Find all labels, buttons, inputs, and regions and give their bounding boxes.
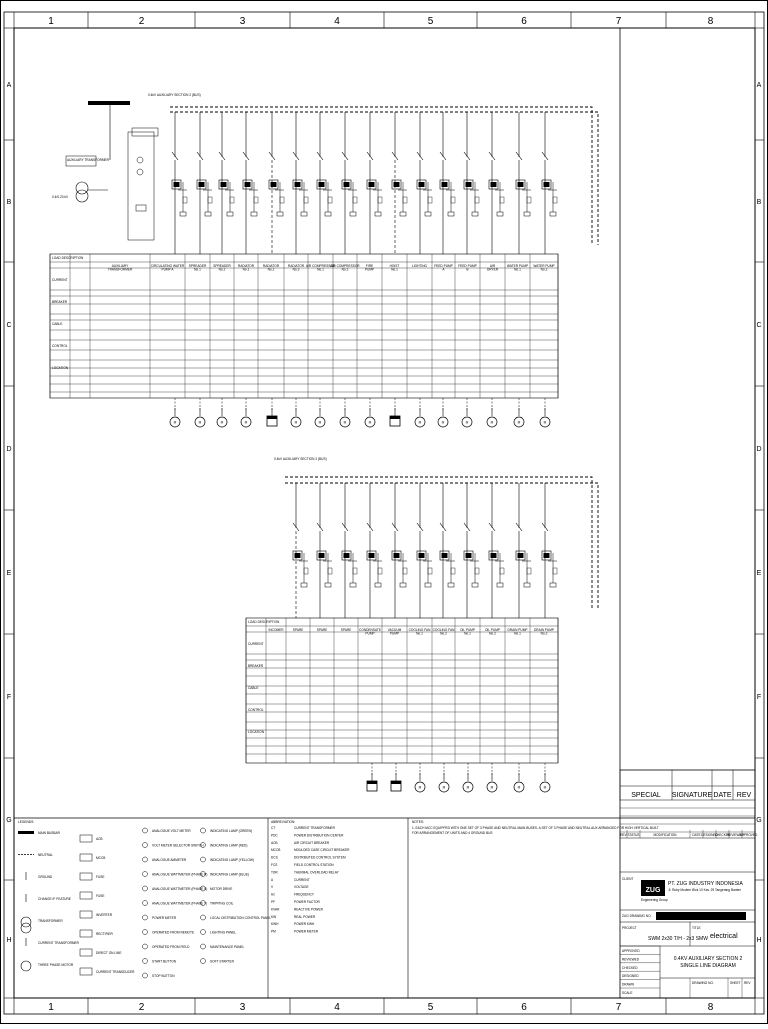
abbreviation-meaning: CURRENT TRANSFORMER: [294, 826, 335, 830]
abbreviation-code: A: [271, 877, 274, 882]
abbreviation-code: CT: [271, 826, 276, 830]
feeder-circuit: [269, 112, 284, 254]
signoff-label: CHECKED: [622, 965, 638, 970]
svg-text:M: M: [294, 420, 298, 425]
legend-label: INDICATING LAMP (RED): [210, 843, 248, 848]
drawing-title-line2: SINGLE LINE DIAGRAM: [680, 963, 736, 969]
legend-label: START BUTTON: [152, 959, 177, 964]
svg-text:M: M: [490, 420, 494, 425]
grid-column-label: 6: [521, 1002, 527, 1013]
lamp-icon: [201, 930, 206, 935]
svg-text:M: M: [441, 420, 445, 425]
abbreviation-title: ABBREVIATION:: [271, 820, 296, 824]
grid-row-label: C: [756, 322, 762, 329]
lamp-icon: [201, 959, 206, 964]
drawing-label: DRAWING NO.: [692, 981, 714, 985]
project-name: SWM 2x30 T/H - 2x3 SMW: [648, 936, 708, 942]
grid-column-label: 3: [239, 1002, 246, 1013]
grid-row-label: G: [756, 817, 762, 824]
grid-row-label: F: [756, 694, 762, 701]
feeder-circuit: [293, 112, 308, 254]
revision-subheader: CHECKED: [714, 833, 731, 837]
load-symbol: [463, 773, 473, 792]
scale-label: SCALE: [622, 991, 633, 995]
feeder-circuit: [172, 112, 187, 254]
meter-icon: [143, 944, 148, 949]
meter-icon: [143, 901, 148, 906]
load-symbol: [367, 773, 377, 791]
feeder-title: OIL PUMP No.2: [484, 628, 501, 636]
abbreviation-code: KVAR: [271, 907, 280, 912]
grid-row-label: C: [6, 322, 12, 329]
grid-column-label: 2: [138, 1002, 145, 1013]
feeder-circuit: [293, 483, 308, 618]
abbreviation-code: ACB: [271, 840, 278, 845]
signoff-label: REVIEWED: [622, 957, 640, 962]
feeder-title: COOLING FAN No.1: [408, 628, 431, 636]
feeder-circuit: [440, 112, 455, 254]
legend-label: CURRENT TRANSDUCER: [96, 970, 135, 974]
grid-column-label: 4: [334, 16, 340, 27]
table-row-label: CURRENT: [52, 278, 68, 282]
svg-text:M: M: [517, 420, 521, 425]
feeder-title: SPARE: [340, 628, 352, 632]
legend-label: INDICATING LAMP (YELLOW): [210, 858, 254, 862]
feeder-title: FEED PUMP A: [434, 264, 453, 272]
load-symbol: [540, 773, 550, 792]
grid-row-label: A: [756, 82, 762, 89]
feeder-title: SPREADER No.1: [188, 264, 207, 272]
legend-label: ACB: [96, 837, 103, 841]
svg-text:M: M: [368, 420, 372, 425]
meter-icon: [143, 973, 148, 978]
feeder-circuit: [219, 112, 234, 254]
motor-icon: [21, 961, 31, 971]
feeder-circuit: [243, 112, 258, 254]
svg-text:M: M: [220, 420, 224, 425]
feeder-title: CONDENSATE PUMP: [359, 628, 381, 636]
legend-label: TRANSFORMER: [38, 919, 63, 923]
feeder-circuit: [464, 112, 479, 254]
feeder-circuit: [417, 483, 432, 618]
company-logo-subtitle: Engineering Group: [641, 898, 668, 902]
notes-title: NOTES:: [412, 820, 424, 824]
abbreviation-meaning: DISTRIBUTED CONTROL SYSTEM: [294, 855, 346, 860]
grid-column-label: 8: [707, 16, 714, 27]
title-block: [620, 872, 755, 998]
grid-column-label: 6: [521, 16, 527, 27]
revision-subheader: DATE: [692, 833, 701, 837]
svg-text:M: M: [173, 420, 177, 425]
project-label: PROJECT: [622, 926, 637, 930]
load-symbol: [514, 773, 524, 792]
grid-column-label: 4: [334, 1002, 340, 1013]
meter-icon: [143, 915, 148, 920]
busbar-icon: [18, 831, 34, 834]
grid-column-label: 7: [615, 16, 622, 27]
feeder-title: RADIATOR No.3: [287, 264, 305, 272]
abbreviation-meaning: CURRENT: [294, 877, 310, 882]
revision-subheader: STATUS: [627, 833, 640, 837]
feeder-circuit: [392, 112, 407, 254]
load-symbol: [487, 773, 497, 792]
grid-column-labels-bottom: [14, 998, 755, 1014]
svg-text:M: M: [318, 420, 322, 425]
grid-row-label: E: [6, 570, 12, 577]
feeder-title: SPREADER No.2: [213, 264, 231, 272]
revision-header: REV: [736, 792, 752, 799]
svg-text:M: M: [490, 785, 494, 790]
grid-row-label: B: [6, 199, 12, 206]
legend-label: INDICATING LAMP (GREEN): [210, 829, 253, 833]
legend-label: ANALOGUE WATTMETER (PHASE T): [152, 901, 208, 906]
meter-icon: [143, 886, 148, 891]
revision-header: SPECIAL: [631, 792, 661, 799]
abbreviation-meaning: POWER KWH: [294, 922, 315, 927]
abbreviation-code: KW: [271, 914, 277, 919]
feeder-circuit: [464, 483, 479, 618]
grid-row-label: D: [6, 446, 12, 453]
load-symbol: [291, 408, 301, 427]
legend-label: ANALOGUE VOLT METER: [152, 829, 191, 833]
company-address: Jl. Ruby Modern Blok 10 Kav. 29 Tangerang Banten: [668, 888, 742, 892]
table-row-label: CABLE: [248, 686, 259, 690]
load-symbol: [195, 408, 205, 427]
symbol-icon: [80, 911, 92, 918]
legend-label: LOCAL DISTRIBUTION CONTROL PANEL: [210, 916, 272, 920]
busbar-note: 0.4kV AUXILIARY SECTION 2 (BUS): [148, 93, 201, 97]
grid-row-label: B: [756, 199, 762, 206]
meter-icon: [143, 828, 148, 833]
grid-column-label: 2: [138, 16, 145, 27]
meter-icon: [143, 857, 148, 862]
feeder-title: AUXILIARY TRANSFORMER: [107, 264, 133, 272]
symbol-icon: [80, 854, 92, 861]
legend-label: OPERATED FROM FIELD: [152, 945, 190, 949]
feeder-title: SPARE: [316, 628, 328, 632]
feeder-circuit: [197, 112, 212, 254]
revision-subheader: MODIFICATION: [653, 833, 677, 837]
table-row-label: CURRENT: [248, 642, 264, 646]
abbreviation-meaning: MOULDED CASE CIRCUIT BREAKER: [294, 848, 350, 853]
load-symbol: [315, 408, 325, 427]
main-busbar: [88, 101, 130, 105]
feeder-title: AIR COMPRESSOR No.2: [330, 264, 360, 272]
feeder-title: DRAIN PUMP No.1: [507, 628, 528, 636]
table-row-label: LOAD DESCRIPTION: [248, 620, 280, 624]
grid-row-label: D: [756, 446, 762, 453]
grid-column-label: 8: [707, 1002, 714, 1013]
lower-busbar-note: 0.4kV AUXILIARY SECTION 2 (BUS): [274, 457, 327, 461]
meter-icon: [143, 930, 148, 935]
abbreviation-meaning: POWER DISTRIBUTION CENTER: [294, 833, 344, 838]
grid-row-label: F: [6, 694, 12, 701]
drawing-number-box: [656, 912, 746, 920]
table-row-label: BREAKER: [52, 300, 68, 304]
legend-label: LIGHTING PANEL: [210, 930, 237, 935]
company-name: PT. ZUG INDUSTRY INDONESIA: [668, 881, 743, 887]
load-symbol: [391, 773, 401, 791]
legend-label: VOLT METER SELECTOR SWITCH: [152, 843, 204, 848]
abbreviation-code: Hz: [271, 892, 275, 897]
transformer-icon: [21, 917, 31, 927]
feeder-title: AIR DRYER: [486, 264, 499, 272]
svg-text:M: M: [343, 420, 347, 425]
feeder-circuit: [317, 483, 332, 618]
legend-label: DIRECT ON LINE: [96, 951, 122, 955]
grid-row-label: G: [6, 817, 12, 824]
abbreviation-meaning: THERMAL OVERLOAD RELAY: [294, 870, 339, 875]
legend-label: FUSE: [96, 875, 105, 879]
feeder-title: WATER PUMP No.2: [533, 264, 555, 272]
symbol-icon: [80, 968, 92, 975]
load-symbol: [415, 408, 425, 427]
load-symbol: [390, 408, 400, 426]
title-label: TITLE: [692, 926, 701, 930]
grid-row-labels-right: [755, 28, 764, 998]
svg-text:M: M: [418, 785, 422, 790]
abbreviation-code: MCCB: [271, 848, 281, 853]
abbreviation-code: PF: [271, 900, 276, 904]
revision-header: SIGNATURE: [671, 792, 713, 799]
feeder-title: DRAIN PUMP No.2: [533, 628, 555, 636]
feeder-circuit: [342, 112, 357, 254]
legend-label: GROUND: [38, 875, 53, 879]
legend-label: INDICATING LAMP (BLUE): [210, 872, 250, 877]
lamp-icon: [201, 915, 206, 920]
lamp-icon: [201, 857, 206, 862]
feeder-circuit: [489, 483, 504, 618]
abbreviation-code: KWH: [271, 922, 279, 927]
legend-label: INVERTER: [96, 913, 113, 917]
feeder-title: FIRE PUMP: [364, 264, 375, 272]
symbol-icon: [80, 873, 92, 880]
legend-label: MAIN BUSBAR: [38, 831, 60, 835]
load-symbol: [462, 408, 472, 427]
abbreviation-code: DCS: [271, 855, 278, 860]
svg-text:M: M: [543, 420, 547, 425]
load-symbol: [267, 408, 277, 426]
drawing-frame: [14, 28, 755, 998]
client-label: CLIENT: [622, 877, 634, 881]
feeder-circuit: [367, 112, 382, 254]
load-symbol: [415, 773, 425, 792]
legend: [18, 820, 271, 978]
transformer-icon: [76, 182, 88, 194]
abbreviation-list: [271, 820, 350, 934]
revision-subheader: REVIEWED: [726, 833, 745, 837]
company-logo-text: ZUG: [645, 887, 661, 894]
sheet-label: SHEET: [730, 981, 741, 985]
upper-load-table: [50, 254, 558, 398]
signoff-label: DRAWN: [622, 982, 634, 987]
feeder-title: OIL PUMP No.1: [459, 628, 476, 636]
abbreviation-code: FCS: [271, 863, 278, 867]
feeder-circuit: [489, 112, 504, 254]
legend-label: MOTOR DRIVE: [210, 887, 233, 891]
legend-label: FUSE: [96, 894, 105, 898]
feeder-circuit: [417, 112, 432, 254]
rev-label: REV: [744, 981, 751, 985]
abbreviation-meaning: VOLTAGE: [294, 885, 309, 890]
feeder-title: CIRCULATING WATER PUMP A: [150, 264, 185, 272]
svg-text:M: M: [543, 785, 547, 790]
svg-text:M: M: [418, 420, 422, 425]
feeder-title: SPARE: [292, 628, 304, 632]
revision-subheader: APPROVED: [739, 833, 758, 837]
feeder-title: RADIATOR No.1: [237, 264, 255, 272]
grid-column-label: 5: [427, 16, 434, 27]
feeder-circuit: [367, 483, 382, 618]
signoff-label: DESIGNED: [622, 974, 639, 979]
feeder-circuit: [317, 112, 332, 254]
feeder-circuit: [342, 483, 357, 618]
svg-text:M: M: [442, 785, 446, 790]
feeder-title: INCOMER: [268, 628, 284, 632]
load-symbol: [241, 408, 251, 427]
legend-label: ANALOGUE WATTMETER (PHASE S): [152, 887, 208, 891]
legend-label: MCCB: [96, 856, 106, 860]
grid-column-label: 1: [48, 16, 54, 27]
svg-text:M: M: [466, 785, 470, 790]
legend-label: RECTIFIER: [96, 932, 113, 936]
notes-text: 1. EACH MCC EQUIPPED WITH ONE SET OF 3 PHASE AND NEUTRAL MAIN BUSES, A SET OF 3 PHASE AND NEUTRAL AUX ARRANGED FOR HIGH VERTICAL BUILT FOR ARRANGEMENT OF UNITS AND 4 GROUND BUS: [412, 826, 660, 835]
feeder-title: FEED PUMP B: [458, 264, 477, 272]
lower-load-table: [246, 618, 558, 763]
svg-text:M: M: [198, 420, 202, 425]
load-symbol: [487, 408, 497, 427]
abbreviation-meaning: POWER FACTOR: [294, 900, 320, 904]
grid-row-label: H: [6, 937, 12, 944]
revision-header: DATE: [713, 792, 732, 799]
symbol-icon: [80, 835, 92, 842]
table-row-label: CONTROL: [248, 708, 264, 712]
load-symbol: [439, 773, 449, 792]
abbreviation-code: V: [271, 885, 274, 890]
feeder-circuit: [542, 483, 557, 618]
lower-switchboard: [246, 457, 598, 792]
feeder-circuit: [516, 112, 531, 254]
load-symbol: [365, 408, 375, 427]
abbreviation-meaning: AIR CIRCUIT BREAKER: [294, 840, 330, 845]
table-row-label: LOCATION: [52, 366, 69, 370]
legend-label: NEUTRAL: [38, 853, 53, 857]
feeder-title: AIR COMPRESSOR No.1: [305, 264, 336, 272]
feeder-title: VACUUM PUMP: [387, 628, 402, 636]
legend-label: ANALOGUE WATTMETER (PHASE R): [152, 872, 208, 877]
lamp-icon: [201, 828, 206, 833]
feeder-circuit: [392, 483, 407, 618]
abbreviation-code: TOR: [271, 870, 278, 875]
legend-label: MAINTENANCE PANEL: [210, 945, 245, 949]
abbreviation-meaning: FIELD CONTROL STATION: [294, 863, 334, 867]
symbol-icon: [80, 892, 92, 899]
legend-label: OPERATED FROM REMOTE: [152, 930, 195, 935]
legend-label: TRIPPING COIL: [210, 901, 234, 906]
legend-label: POWER METER: [152, 916, 177, 920]
grid-column-label: 1: [48, 1002, 54, 1013]
meter-icon: [143, 872, 148, 877]
table-row-label: CONTROL: [52, 344, 68, 348]
feeder-title: COOLING FAN No.2: [432, 628, 455, 636]
drawing-title-line1: 0.4KV AUXILIARY SECTION 2: [673, 956, 743, 962]
feeder-circuit: [542, 112, 557, 254]
abbreviation-meaning: FREQUENCY: [294, 892, 315, 897]
load-symbol: [540, 408, 550, 427]
grid-column-label: 5: [427, 1002, 434, 1013]
feeder-circuit: [440, 483, 455, 618]
grid-row-label: A: [6, 82, 12, 89]
table-row-label: BREAKER: [248, 664, 264, 668]
abbreviation-code: PDC: [271, 833, 278, 838]
table-row-label: CABLE: [52, 322, 63, 326]
meter-icon: [143, 843, 148, 848]
abbreviation-meaning: POWER METER: [294, 929, 319, 934]
load-symbol: [340, 408, 350, 427]
symbol-icon: [80, 949, 92, 956]
legend-label: CHANGE IF FEATURE: [38, 897, 71, 901]
legend-label: ANALOGUE AMMETER: [152, 858, 187, 862]
grid-column-labels-top: [14, 12, 755, 28]
meter-icon: [143, 959, 148, 964]
transformer-label: AUXILIARY TRANSFORMER: [67, 158, 109, 162]
svg-text:M: M: [465, 420, 469, 425]
load-symbol: [514, 408, 524, 427]
table-row-label: LOCATION: [248, 730, 265, 734]
table-row-label: LOAD DESCRIPTION: [52, 256, 84, 260]
feeder-title: RADIATOR No.2: [262, 264, 280, 272]
load-symbol: [217, 408, 227, 427]
feeder-title: HOIST No.1: [389, 264, 400, 272]
grid-column-label: 3: [239, 16, 246, 27]
legend-label: CURRENT TRANSFORMER: [38, 941, 79, 945]
lamp-icon: [201, 944, 206, 949]
svg-text:M: M: [517, 785, 521, 790]
drawing-number-label: ZUG DRAWING NO.: [622, 914, 652, 918]
revision-subheader: DESIGNED: [701, 833, 718, 837]
feeder-title: LIGHTING: [411, 264, 428, 268]
revision-subheader: REV: [620, 833, 627, 837]
legend-title: LEGENDS:: [18, 820, 35, 824]
legend-label: STOP BUTTON: [152, 974, 175, 978]
grid-row-label: E: [756, 570, 762, 577]
upper-switchboard: [50, 93, 598, 427]
legend-label: SOFT STARTER: [210, 959, 234, 964]
legend-label: THREE PHASE MOTOR: [38, 963, 74, 967]
load-symbol: [438, 408, 448, 427]
feeder-circuit: [516, 483, 531, 618]
abbreviation-meaning: REAL POWER: [294, 914, 316, 919]
abbreviation-meaning: REACTIVE POWER: [294, 907, 323, 912]
load-symbol: [170, 408, 180, 427]
grid-column-label: 7: [615, 1002, 622, 1013]
transformer-rating: 0.4/0.23 kV: [52, 195, 69, 199]
grid-row-label: H: [756, 937, 762, 944]
feeder-title: WATER PUMP No.1: [506, 264, 529, 272]
abbreviation-code: PM: [271, 929, 276, 934]
svg-text:M: M: [244, 420, 248, 425]
grid-row-labels-left: [4, 28, 14, 998]
signoff-label: APPROVED: [622, 949, 640, 953]
discipline: electrical: [710, 933, 738, 940]
symbol-icon: [80, 930, 92, 937]
